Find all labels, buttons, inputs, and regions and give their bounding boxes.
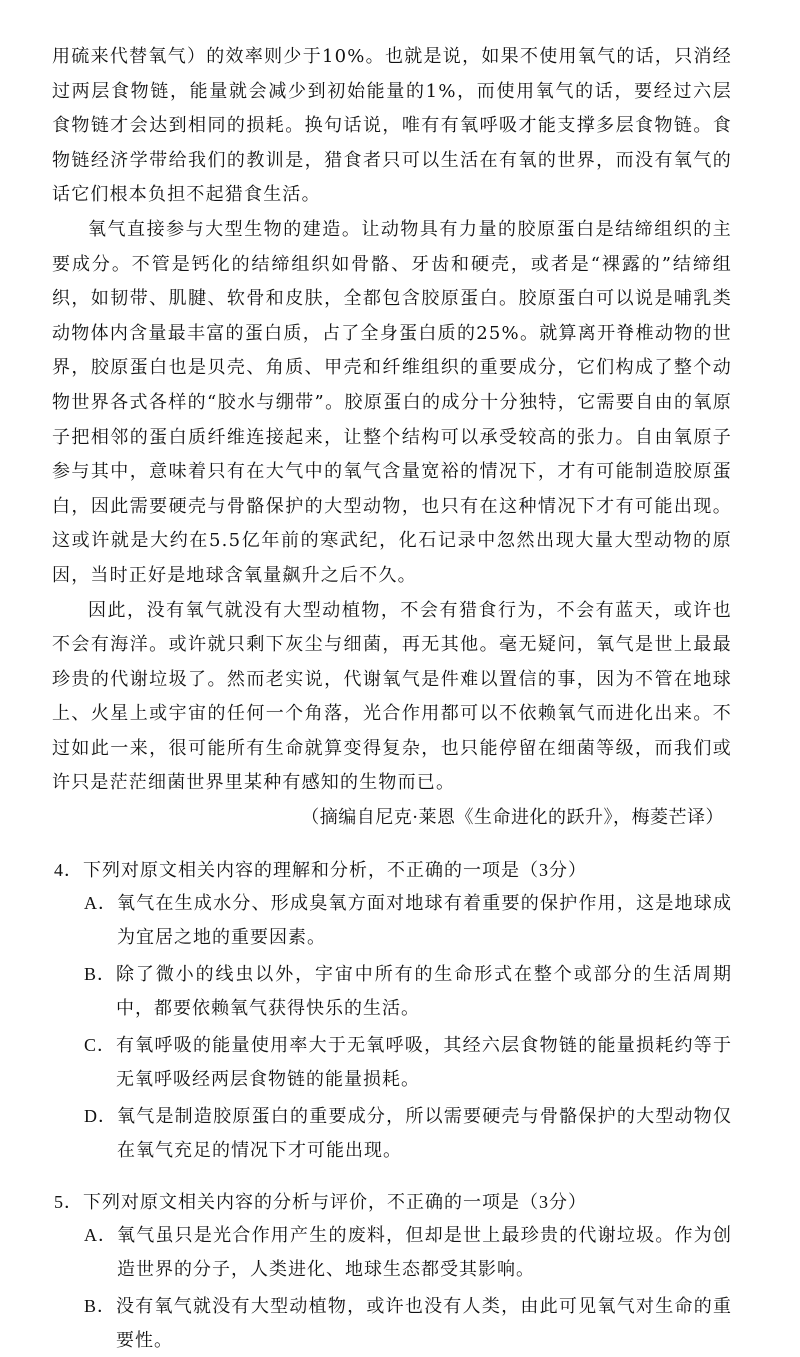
option-text: 有氧呼吸的能量使用率大于无氧呼吸，其经六层食物链的能量损耗约等于无氧呼吸经两层食物链的能量损耗。 (116, 1035, 732, 1089)
question-4-option-a (52, 887, 732, 954)
option-letter: C． (84, 1035, 117, 1056)
option-letter: B． (84, 1296, 117, 1317)
question-5-option-a (52, 1219, 732, 1286)
option-letter: D． (84, 1106, 117, 1127)
question-4-number: 4． (54, 860, 83, 881)
passage-paragraph-1: 用硫来代替氧气）的效率则少于10%。也就是说，如果不使用氧气的话，只消经过两层食物链，能量就会减少到初始能量的1%，而使用氧气的话，要经过六层食物链才会达到相同的损耗。换句话说，唯有有氧呼吸才能支撑多层食物链。食物链经济学带给我们的教训是，猎食者只可以生活在有氧的世界，而没有氧气的话它们根本负担不起猎食生活。 (52, 46, 732, 206)
question-5-option-b (52, 1290, 732, 1357)
question-4-option-c (52, 1029, 732, 1096)
reading-passage (52, 40, 732, 835)
passage-source: （摘编自尼克·莱恩《生命进化的跃升》，梅菱芒译） (301, 807, 724, 829)
question-4-text: 下列对原文相关内容的理解和分析，不正确的一项是（3分） (83, 860, 587, 881)
question-5 (52, 1185, 732, 1357)
passage-paragraph-3: 因此，没有氧气就没有大型动植物，不会有猎食行为，不会有蓝天，或许也不会有海洋。或许就只剩下灰尘与细菌，再无其他。毫无疑问，氧气是世上最最珍贵的代谢垃圾了。然而老实说，代谢氧气是件难以置信的事，因为不管在地球上、火星上或宇宙的任何一个角落，光合作用都可以不依赖氧气而进化出来。不过如此一来，很可能所有生命就算变得复杂，也只能停留在细菌等级，而我们或许只是茫茫细菌世界里某种有感知的生物而已。 (52, 599, 732, 794)
option-text: 氧气是制造胶原蛋白的重要成分，所以需要硬壳与骨骼保护的大型动物仅在氧气充足的情况下才可能出现。 (117, 1106, 732, 1160)
question-5-number: 5． (54, 1192, 83, 1213)
question-5-text: 下列对原文相关内容的分析与评价，不正确的一项是（3分） (83, 1192, 587, 1213)
option-letter: B． (84, 964, 117, 985)
option-text: 氧气在生成水分、形成臭氧方面对地球有着重要的保护作用，这是地球成为宜居之地的重要因素。 (117, 893, 732, 947)
option-letter: A． (84, 1225, 117, 1246)
option-text: 氧气虽只是光合作用产生的废料，但却是世上最珍贵的代谢垃圾。作为创造世界的分子，人类进化、地球生态都受其影响。 (117, 1225, 732, 1279)
question-4-option-b (52, 958, 732, 1025)
question-5-stem (52, 1185, 732, 1219)
option-text: 除了微小的线虫以外，宇宙中所有的生命形式在整个或部分的生活周期中，都要依赖氧气获得快乐的生活。 (116, 964, 732, 1018)
question-4-option-d (52, 1100, 732, 1167)
passage-paragraph-2: 氧气直接参与大型生物的建造。让动物具有力量的胶原蛋白是结缔组织的主要成分。不管是钙化的结缔组织如骨骼、牙齿和硬壳，或者是“裸露的”结缔组织，如韧带、肌腱、软骨和皮肤，全都包含胶原蛋白。胶原蛋白可以说是哺乳类动物体内含量最丰富的蛋白质，占了全身蛋白质的25%。就算离开脊椎动物的世界，胶原蛋白也是贝壳、角质、甲壳和纤维组织的重要成分，它们构成了整个动物世界各式各样的“胶水与绷带”。胶原蛋白的成分十分独特，它需要自由的氧原子把相邻的蛋白质纤维连接起来，让整个结构可以承受较高的张力。自由氧原子参与其中，意味着只有在大气中的氧气含量宽裕的情况下，才有可能制造胶原蛋白，因此需要硬壳与骨骼保护的大型动物，也只有在这种情况下才有可能出现。这或许就是大约在5.5亿年前的寒武纪，化石记录中忽然出现大量大型动物的原因，当时正好是地球含氧量飙升之后不久。 (52, 218, 732, 586)
question-4 (52, 853, 732, 1167)
option-text: 没有氧气就没有大型动植物，或许也没有人类，由此可见氧气对生命的重要性。 (116, 1296, 732, 1350)
question-4-stem (52, 853, 732, 887)
option-letter: A． (84, 893, 117, 914)
